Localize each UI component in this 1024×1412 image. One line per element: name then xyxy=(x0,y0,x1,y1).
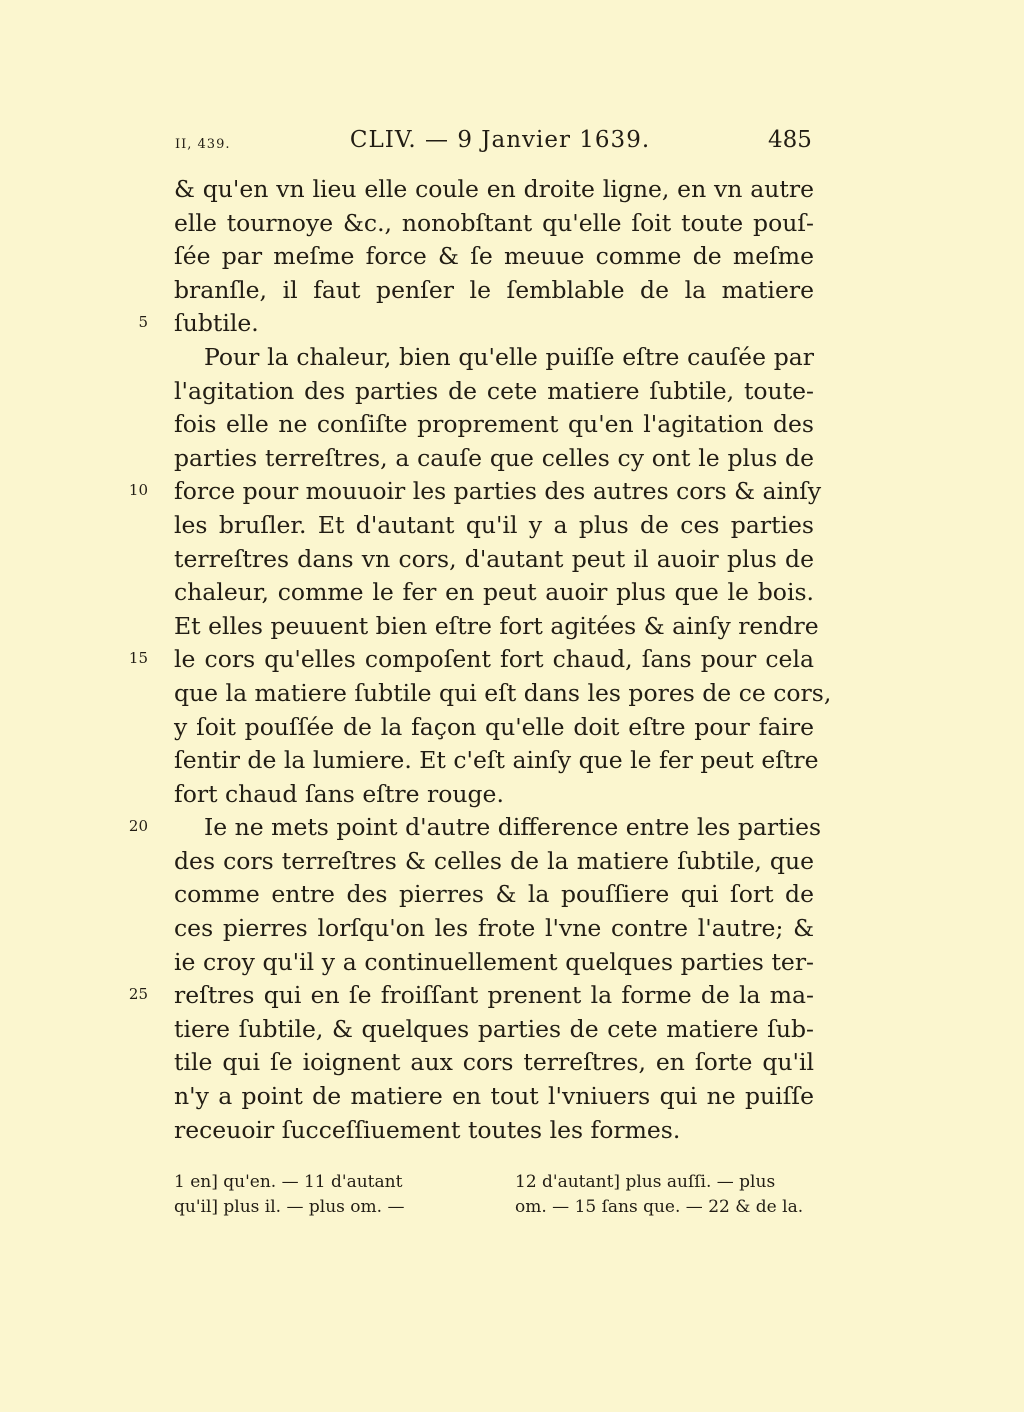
line-text: Ie ne mets point d'autre difference entre les parties xyxy=(204,813,822,842)
note-line: qu'il] plus il. — plus om. — xyxy=(174,1197,405,1217)
line-number: 20 xyxy=(128,817,148,836)
line-text: des cors terreſtres & celles de la matiere ſubtile, que xyxy=(174,846,814,875)
text-line xyxy=(0,744,1024,778)
note-line: 12 d'autant] plus auſſi. — plus xyxy=(515,1172,776,1192)
text-line xyxy=(0,1046,1024,1080)
text-line xyxy=(0,912,1024,946)
line-text: tiere ſubtile, & quelques parties de cete matiere ſub- xyxy=(174,1014,814,1043)
text-line xyxy=(0,240,1024,274)
text-line xyxy=(0,811,1024,845)
text-line xyxy=(0,778,1024,812)
line-text: Et elles peuuent bien eſtre fort agitées & ainſy rendre xyxy=(174,611,819,640)
line-text: tile qui ſe ioignent aux cors terreſtres, en ſorte qu'il xyxy=(174,1048,814,1077)
text-line xyxy=(0,979,1024,1013)
text-line xyxy=(0,711,1024,745)
note-line: 1 en] qu'en. — 11 d'autant xyxy=(174,1172,403,1192)
line-text: Pour la chaleur, bien qu'elle puiſſe eſtre cauſée par xyxy=(204,342,814,371)
line-number: 5 xyxy=(138,313,148,332)
line-number: 10 xyxy=(128,481,148,500)
line-text: & qu'en vn lieu elle coule en droite ligne, en vn autre xyxy=(174,175,814,203)
text-line xyxy=(0,1013,1024,1047)
text-line xyxy=(0,509,1024,543)
text-line xyxy=(0,274,1024,308)
body-text xyxy=(0,173,1024,1147)
line-text: comme entre des pierres & la pouſſiere qui ſort de xyxy=(174,880,814,909)
line-text: elle tournoye &c., nonobſtant qu'elle ſoit toute pouſ- xyxy=(174,208,814,237)
line-text: ſentir de la lumiere. Et c'eſt ainſy que le fer peut eſtre xyxy=(174,746,819,775)
running-header xyxy=(0,125,1024,165)
page-number: 485 xyxy=(768,127,812,153)
line-text: branſle, il faut penſer le ſemblable de la matiere xyxy=(174,275,814,304)
text-line xyxy=(0,845,1024,879)
text-line xyxy=(0,946,1024,980)
text-line xyxy=(0,543,1024,577)
line-number: 25 xyxy=(128,985,148,1004)
text-line xyxy=(0,173,1024,207)
notes-column-2 xyxy=(515,1170,803,1220)
text-line xyxy=(0,1080,1024,1114)
line-text: que la matiere ſubtile qui eſt dans les pores de ce cors, xyxy=(174,678,832,707)
text-line xyxy=(0,307,1024,341)
line-text: ie croy qu'il y a continuellement quelques parties ter- xyxy=(174,947,814,976)
volume-reference: II, 439. xyxy=(175,137,231,152)
text-line xyxy=(0,643,1024,677)
line-text: reſtres qui en ſe froiſſant prenent la forme de la ma- xyxy=(174,981,814,1010)
text-line xyxy=(0,878,1024,912)
line-text: ces pierres lorſqu'on les frote l'vne contre l'autre; & xyxy=(174,914,814,943)
line-text: fort chaud ſans eſtre rouge. xyxy=(174,779,504,808)
line-text: y ſoit pouſſée de la façon qu'elle doit eſtre pour faire xyxy=(174,712,814,741)
line-text: force pour mouuoir les parties des autres cors & ainſy xyxy=(174,477,822,506)
text-line xyxy=(0,442,1024,476)
line-text: les bruſler. Et d'autant qu'il y a plus de ces parties xyxy=(174,510,814,539)
text-line xyxy=(0,408,1024,442)
letter-title: CLIV. — 9 Janvier 1639. xyxy=(349,127,651,153)
line-number: 15 xyxy=(128,649,148,668)
text-line xyxy=(0,207,1024,241)
note-line: om. — 15 ſans que. — 22 & de la. xyxy=(515,1197,804,1217)
line-text: l'agitation des parties de cete matiere ſubtile, toute- xyxy=(174,376,814,405)
text-line xyxy=(0,341,1024,375)
text-line xyxy=(0,375,1024,409)
text-line xyxy=(0,576,1024,610)
text-line xyxy=(0,1114,1024,1148)
text-line xyxy=(0,610,1024,644)
text-line xyxy=(0,677,1024,711)
line-text: parties terreſtres, a cauſe que celles cy ont le plus de xyxy=(174,443,814,472)
text-line xyxy=(0,475,1024,509)
notes-column-1 xyxy=(174,1170,404,1220)
line-text: receuoir ſucceſſiuement toutes les formes. xyxy=(174,1115,681,1144)
line-text: chaleur, comme le fer en peut auoir plus que le bois. xyxy=(174,578,814,607)
line-text: n'y a point de matiere en tout l'vniuers qui ne puiſſe xyxy=(174,1082,814,1111)
line-text: ſée par meſme force & ſe meuue comme de meſme xyxy=(174,242,814,271)
line-text: fois elle ne conſiſte proprement qu'en l'agitation des xyxy=(174,410,814,439)
line-text: le cors qu'elles compoſent fort chaud, ſans pour cela xyxy=(174,645,814,674)
line-text: ſubtile. xyxy=(174,309,259,338)
line-text: terreſtres dans vn cors, d'autant peut il auoir plus de xyxy=(174,544,814,573)
